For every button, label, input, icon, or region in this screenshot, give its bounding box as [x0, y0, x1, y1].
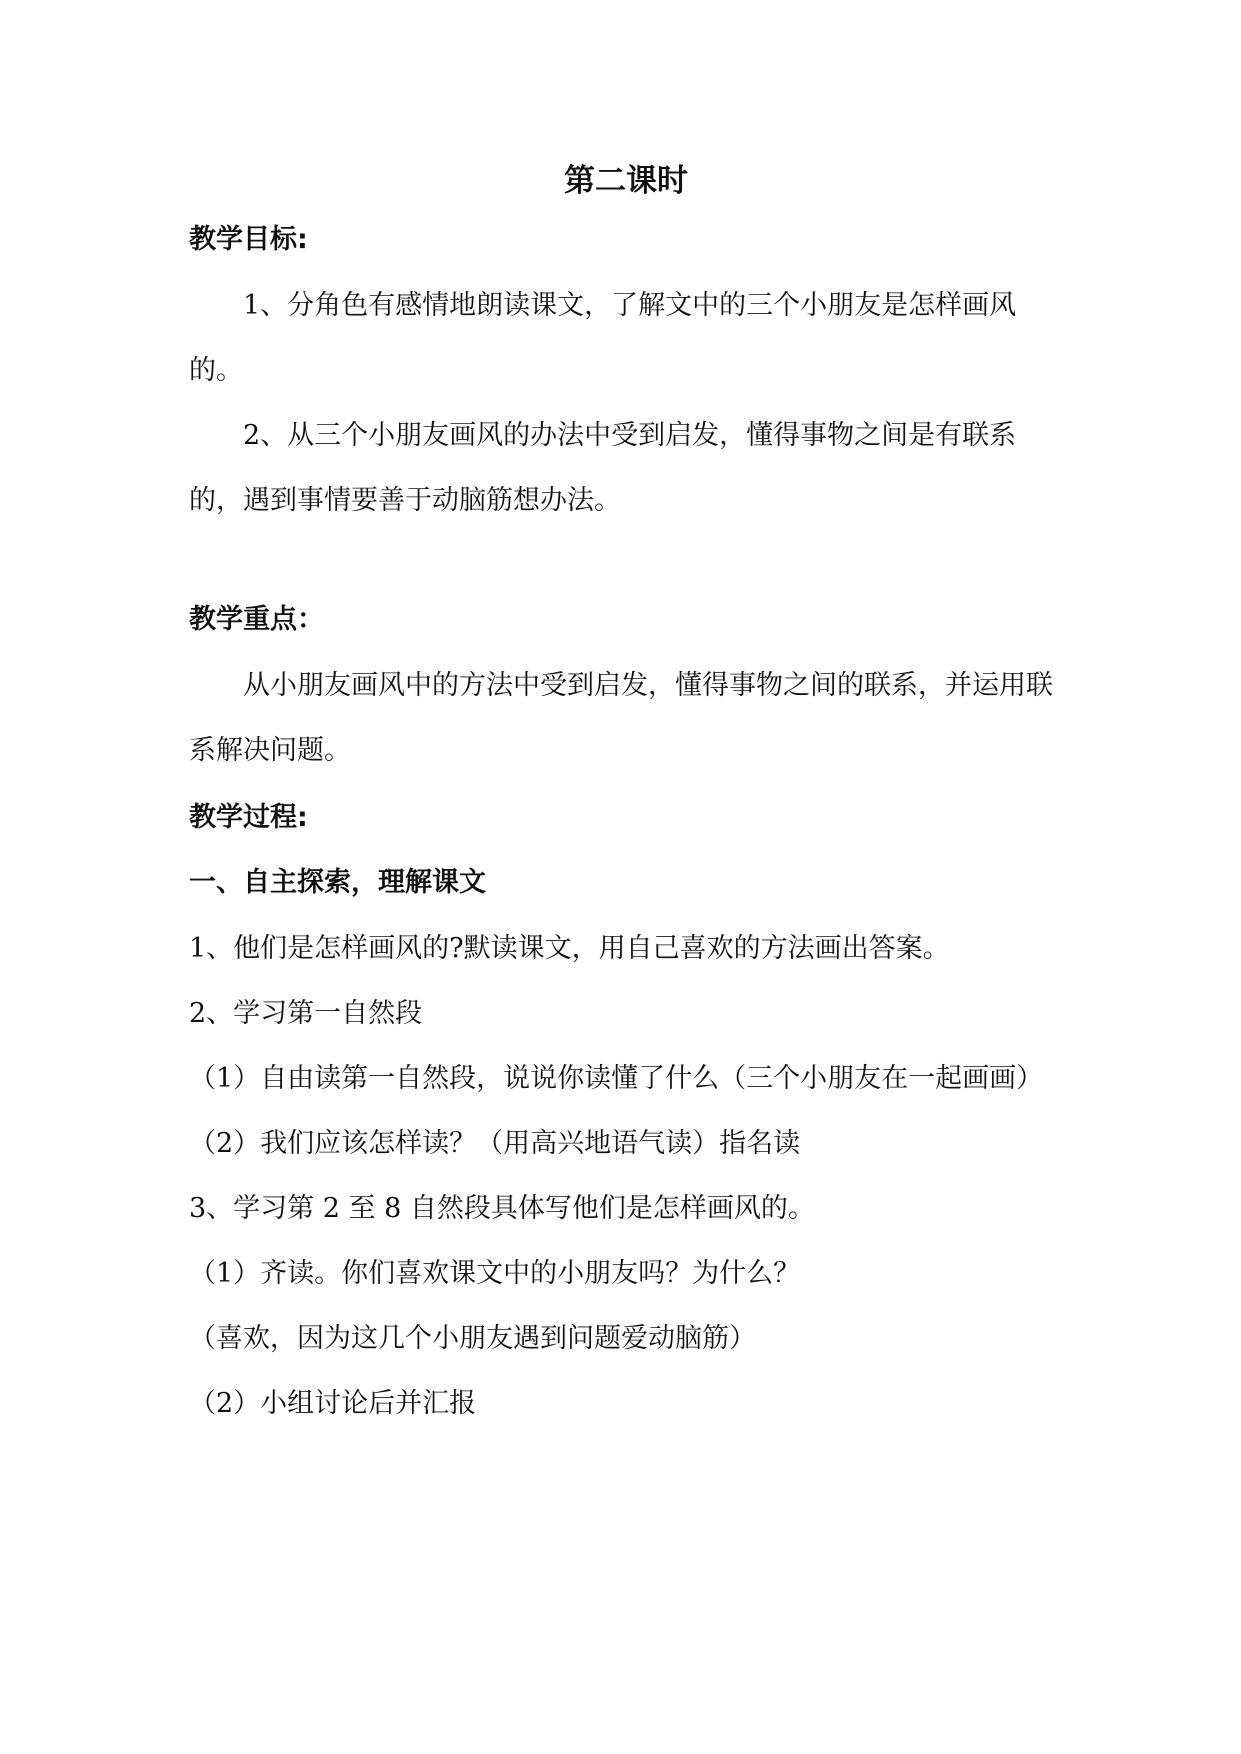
process-line: （1）自由读第一自然段，说说你读懂了什么（三个小朋友在一起画画）: [189, 1063, 1044, 1094]
document-content: [189, 160, 1059, 1436]
process-heading: 教学过程:: [189, 802, 308, 833]
objective-item: 2、从三个小朋友画风的办法中受到启发，懂得事物之间是有联系的，遇到事情要善于动脑筋想办法。: [189, 420, 1017, 516]
page-title: 第二课时: [564, 163, 688, 199]
key-points-heading: 教学重点：: [189, 604, 324, 635]
key-points-text: 从小朋友画风中的方法中受到启发，懂得事物之间的联系，并运用联系解决问题。: [189, 670, 1053, 766]
process-line: 2、学习第一自然段: [189, 998, 423, 1029]
process-line: （2）小组讨论后并汇报: [189, 1388, 477, 1419]
process-line: （1）齐读。你们喜欢课文中的小朋友吗？为什么？: [189, 1258, 801, 1289]
objective-item: 1、分角色有感情地朗读课文，了解文中的三个小朋友是怎样画风的。: [189, 290, 1017, 386]
process-line: 3、学习第 2 至 8 自然段具体写他们是怎样画风的。: [189, 1193, 815, 1224]
process-line: （喜欢，因为这几个小朋友遇到问题爱动脑筋）: [189, 1323, 756, 1354]
process-line: （2）我们应该怎样读？（用高兴地语气读）指名读: [189, 1128, 801, 1159]
process-line: 1、他们是怎样画风的?默读课文，用自己喜欢的方法画出答案。: [189, 933, 950, 964]
section-heading: 一、自主探索，理解课文: [189, 867, 486, 898]
objectives-heading: 教学目标:: [189, 224, 308, 255]
